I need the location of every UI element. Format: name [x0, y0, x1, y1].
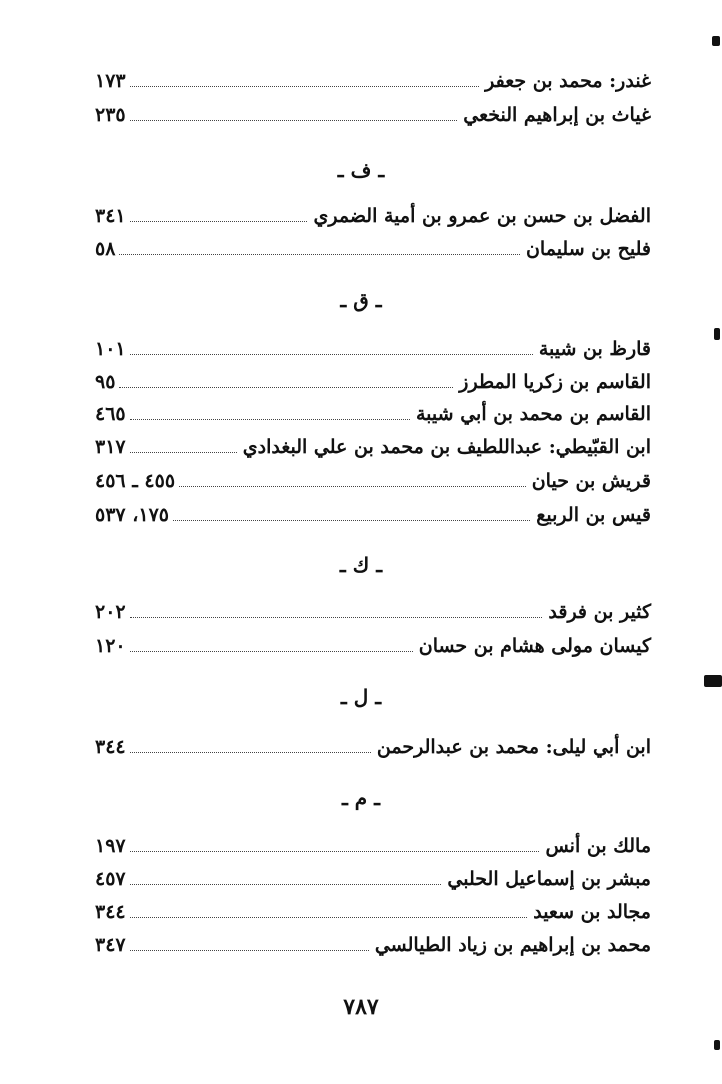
entry-name: كيسان مولى هشام بن حسان: [418, 635, 651, 657]
entry-name: ابن أبي ليلى: محمد بن عبدالرحمن: [376, 736, 651, 758]
index-entry: [95, 864, 651, 892]
entry-pages: ٣٤٤: [95, 736, 126, 758]
scan-edge-mark: [712, 36, 720, 46]
entry-name: محمد بن إبراهيم بن زياد الطيالسي: [374, 934, 651, 956]
entry-pages: ٣١٧: [95, 436, 126, 458]
entry-name: قيس بن الربيع: [536, 504, 651, 526]
scan-edge-mark: [704, 675, 722, 687]
index-entry: [95, 201, 651, 229]
index-entry: [95, 831, 651, 859]
letter-heading: ـ ف ـ: [337, 158, 385, 182]
entry-pages: ٢٠٢: [95, 601, 126, 623]
index-entry: [95, 334, 651, 362]
entry-name: قريش بن حيان: [531, 470, 651, 492]
index-entry: [95, 234, 651, 262]
entry-pages: ٤٦٥: [95, 403, 126, 425]
leader-dots: [130, 86, 480, 87]
index-entry: [95, 631, 651, 659]
index-entry: [95, 732, 651, 760]
entry-name: غندر: محمد بن جعفر: [485, 70, 651, 92]
scan-edge-mark: [714, 328, 720, 340]
index-entry: [95, 367, 651, 395]
index-entry: [95, 399, 651, 427]
entry-name: قارظ بن شيبة: [538, 338, 651, 360]
leader-dots: [130, 752, 371, 753]
entry-pages: ١٢٠: [95, 635, 126, 657]
index-entry: [95, 897, 651, 925]
entry-pages: ١٩٧: [95, 835, 126, 857]
leader-dots: [130, 120, 458, 121]
leader-dots: [130, 884, 442, 885]
entry-pages: ٢٣٥: [95, 104, 126, 126]
entry-name: ابن القبّيطي: عبداللطيف بن محمد بن علي البغدادي: [242, 436, 651, 458]
index-entry: [95, 66, 651, 94]
leader-dots: [130, 452, 237, 453]
leader-dots: [130, 354, 533, 355]
entry-pages: ١٧٥، ٥٣٧: [95, 504, 169, 526]
leader-dots: [130, 419, 410, 420]
entry-name: فليح بن سليمان: [525, 238, 651, 260]
leader-dots: [130, 617, 543, 618]
leader-dots: [119, 387, 453, 388]
index-entry: [95, 466, 651, 494]
entry-pages: ٤٥٧: [95, 868, 126, 890]
entry-name: القاسم بن محمد بن أبي شيبة: [416, 403, 651, 425]
index-entry: [95, 500, 651, 528]
entry-name: الفضل بن حسن بن عمرو بن أمية الضمري: [313, 205, 651, 227]
entry-pages: ٣٤١: [95, 205, 126, 227]
index-entry: [95, 930, 651, 958]
letter-heading: ـ ل ـ: [340, 685, 382, 709]
entry-pages: ١٠١: [95, 338, 126, 360]
entry-pages: ١٧٣: [95, 70, 126, 92]
leader-dots: [179, 486, 526, 487]
leader-dots: [130, 950, 369, 951]
entry-pages: ٥٨: [95, 238, 116, 260]
letter-heading: ـ م ـ: [341, 786, 381, 810]
letter-heading: ـ ك ـ: [339, 553, 383, 577]
leader-dots: [173, 520, 530, 521]
letter-heading: ـ ق ـ: [340, 288, 382, 312]
leader-dots: [130, 851, 540, 852]
index-entry: [95, 100, 651, 128]
scan-edge-mark: [714, 1040, 720, 1050]
leader-dots: [130, 221, 308, 222]
entry-pages: ٤٥٥ ـ ٤٥٦: [95, 470, 176, 492]
leader-dots: [130, 917, 528, 918]
entry-name: كثير بن فرقد: [548, 601, 651, 623]
entry-pages: ٣٤٧: [95, 934, 126, 956]
entry-pages: ٩٥: [95, 371, 116, 393]
leader-dots: [119, 254, 520, 255]
entry-name: مالك بن أنس: [545, 835, 651, 857]
entry-pages: ٣٤٤: [95, 901, 126, 923]
index-entry: [95, 432, 651, 460]
leader-dots: [130, 651, 413, 652]
entry-name: مبشر بن إسماعيل الحلبي: [447, 868, 651, 890]
page-number: ٧٨٧: [343, 994, 379, 1020]
entry-name: مجالد بن سعيد: [533, 901, 651, 923]
entry-name: غياث بن إبراهيم النخعي: [463, 104, 651, 126]
index-entry: [95, 597, 651, 625]
entry-name: القاسم بن زكريا المطرز: [459, 371, 651, 393]
